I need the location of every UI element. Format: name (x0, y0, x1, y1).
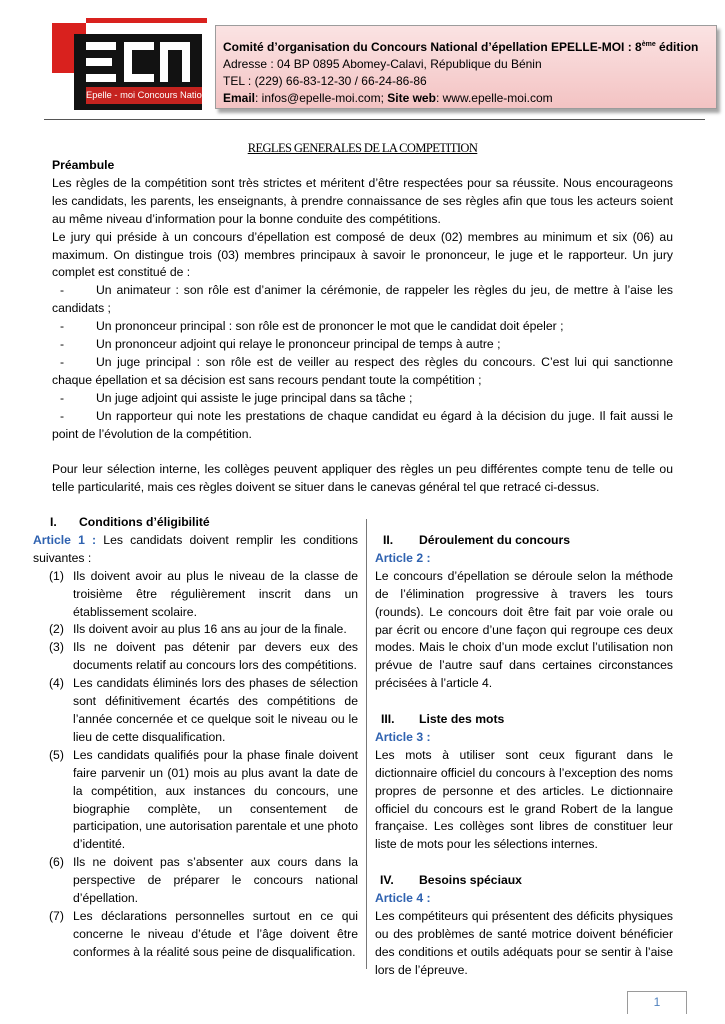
jury-item (52, 282, 673, 318)
dash-bullet: - (60, 319, 65, 334)
committee-title (223, 36, 716, 56)
list-item-text: Ils doivent avoir au plus 16 ans au jour de la finale. (73, 622, 347, 637)
section-title: Liste des mots (419, 712, 505, 727)
list-item-number: (7) (49, 908, 64, 923)
jury-item-text: Un prononceur adjoint qui relaye le prononceur principal de temps à autre ; (96, 337, 501, 352)
list-item-text: Ils doivent avoir au plus le niveau de la classe de troisième être régulièrement inscrit dans un établissement scolaire. (73, 568, 358, 619)
article-4-text: Les compétiteurs qui présentent des déficits physiques ou des problèmes de santé motrice doivent bénéficier des conditions et outils adéquats pour se sentir à l’aise lors de l’épreuve. (375, 909, 673, 977)
list-item-text: Les candidats qualifiés pour la phase finale doivent faire parvenir un (01) mois au plus avant la date de la compétition, aux instances du concours, une biographie complète, un consentement de participation, une autorisation parentale et une photo d’identité. (73, 747, 358, 852)
section-title: Besoins spéciaux (419, 873, 522, 888)
spacer (375, 854, 673, 872)
jury-item (52, 318, 673, 336)
page-title: REGLES GENERALES DE LA COMPETITION (247, 141, 478, 155)
committee-contact (223, 90, 716, 107)
list-item-number: (1) (49, 568, 64, 583)
page-number-box (627, 991, 687, 1014)
jury-item-text: Un animateur : son rôle est d’animer la cérémonie, de rappeler les règles du jeu, de mettre à l’aise les candidats ; (52, 283, 673, 316)
dash-bullet: - (60, 390, 65, 405)
jury-item (52, 390, 673, 408)
edition-word: édition (655, 40, 699, 54)
article-3-text: Les mots à utiliser sont ceux figurant dans le dictionnaire officiel du concours à l’exception des noms propres de personne et des articles. Le dictionnaire officiel du concours est le grand Robert de la langue française. Les collèges sont libres de constituer leur liste de mots pour les sélections internes. (375, 747, 673, 852)
list-item-number: (3) (49, 640, 64, 655)
list-item-text: Les candidats éliminés lors des phases de sélection sont définitivement écartés des compétitions de l’année concernée et ce quelque soit le niveau ou le lieu de cette disqualification. (73, 676, 358, 744)
list-item-text: Ils ne doivent pas détenir par devers eux des documents relatif au concours lors des compétitions. (73, 640, 358, 673)
committee-title-text: Comité d’organisation du Concours National d’épellation EPELLE-MOI : 8 (223, 40, 642, 54)
jury-item (52, 408, 673, 444)
edition-superscript: ème (641, 41, 656, 48)
jury-item-text: Un juge principal : son rôle est de veiller au respect des règles du concours. C’est lui qui sanctionne chaque épellation et sa décision est sans recours pendant toute la compétition ; (52, 354, 673, 387)
article-2-label: Article 2 : (375, 550, 431, 565)
list-item-number: (2) (49, 622, 64, 637)
list-item (33, 675, 358, 747)
preamble-paragraph-2: Le jury qui préside à un concours d’épellation est composé de deux (02) membres au minimum et six (06) au maximum. On distingue trois (03) membres principaux à savoir le prononceur, le juge et le rapporteur. Un jury complet est constitué de : (52, 229, 673, 280)
website-value[interactable]: : www.epelle-moi.com (435, 91, 553, 105)
list-item (33, 621, 358, 639)
committee-address: Adresse : 04 BP 0895 Abomey-Calavi, République du Bénin (223, 57, 542, 71)
list-item-number: (4) (49, 676, 64, 691)
dash-bullet: - (60, 408, 65, 423)
spacer (52, 444, 673, 462)
logo-red-bar (86, 18, 207, 23)
section-title: Conditions d’éligibilité (79, 515, 210, 529)
dash-bullet: - (60, 354, 65, 369)
dash-bullet: - (60, 337, 65, 352)
section-heading-2 (375, 532, 673, 550)
section-title: Déroulement du concours (419, 533, 571, 547)
list-item-number: (6) (49, 855, 64, 870)
section-number: II. (383, 533, 394, 547)
jury-item (52, 354, 673, 390)
ecn-logo (52, 18, 215, 114)
list-item (33, 908, 358, 962)
preamble-paragraph-3: Pour leur sélection interne, les collèges peuvent appliquer des règles un peu différentes compte tenu de telle ou telle particularité, mais ces règles doivent se situer dans le canevas général tel que retracé ci-dessus. (52, 462, 673, 495)
dash-bullet: - (60, 283, 65, 298)
article-intro-text: Les candidats doivent remplir les conditions suivantes : (33, 532, 358, 565)
article-3-label: Article 3 : (375, 729, 431, 744)
section-number: IV. (380, 873, 394, 888)
email-label: Email (223, 91, 256, 105)
jury-item-text: Un prononceur principal : son rôle est de prononcer le mot que le candidat doit épeler ; (96, 319, 564, 334)
right-column (375, 532, 673, 980)
committee-info-box (215, 25, 717, 109)
email-value[interactable]: : infos@epelle-moi.com; (255, 91, 388, 105)
logo-tagline: Epelle - moi Concours National (86, 87, 202, 104)
section-heading-3 (375, 711, 673, 729)
header-divider (44, 119, 705, 120)
list-item-text: Les déclarations personnelles surtout en ce qui concerne le niveau d’étude et l’âge doivent être conformes à la réalité sous peine de disqualification. (73, 908, 358, 959)
column-divider (366, 519, 367, 969)
spacer (375, 693, 673, 711)
list-item (33, 747, 358, 854)
article-2-text: Le concours d’épellation se déroule selon la méthode de l’élimination progressive à travers les tours (rounds). Le concours doit être fait par voie orale ou par écrit ou encore d’une façon qui regroupe ces deux modes. Mais le choix d’un mode exclut l’utilisation non prévue de l’autre sauf dans certaines circonstances précisées à l’article 4. (375, 568, 673, 691)
section-number: III. (381, 712, 395, 727)
preamble-section (52, 157, 673, 497)
website-label: Site web (387, 91, 436, 105)
list-item (33, 854, 358, 908)
jury-item-text: Un juge adjoint qui assiste le juge principal dans sa tâche ; (96, 390, 413, 405)
eligibility-conditions-list (33, 568, 358, 962)
section-heading-1 (33, 514, 358, 532)
article-1-intro (33, 532, 358, 568)
list-item-number: (5) (49, 747, 64, 762)
page-number: 1 (653, 995, 661, 1009)
jury-item-text: Un rapporteur qui note les prestations de chaque candidat eu égard à la décision du juge. Il fait aussi le point de l’évolution de la compétition. (52, 408, 673, 441)
article-label: Article 1 : (33, 532, 97, 547)
jury-item (52, 336, 673, 354)
logo-ecn-letters (84, 40, 192, 84)
left-column (33, 514, 358, 962)
section-number: I. (50, 515, 57, 529)
list-item (33, 639, 358, 675)
list-item (33, 568, 358, 622)
section-heading-4 (375, 872, 673, 890)
preamble-heading: Préambule (52, 158, 115, 172)
list-item-text: Ils ne doivent pas s’absenter aux cours dans la perspective de préparer le concours national d’épellation. (73, 855, 358, 906)
article-4-label: Article 4 : (375, 891, 431, 906)
preamble-paragraph-1: Les règles de la compétition sont très strictes et méritent d’être respectées pour sa réussite. Nous encourageons les candidats, les parents, les enseignants, à prendre connaissance de ses règles afin que tous les acteurs soient au même niveau d’information pour la bonne conduite des compétitions. (52, 175, 673, 226)
committee-phone: TEL : (229) 66-83-12-30 / 66-24-86-86 (223, 74, 427, 88)
